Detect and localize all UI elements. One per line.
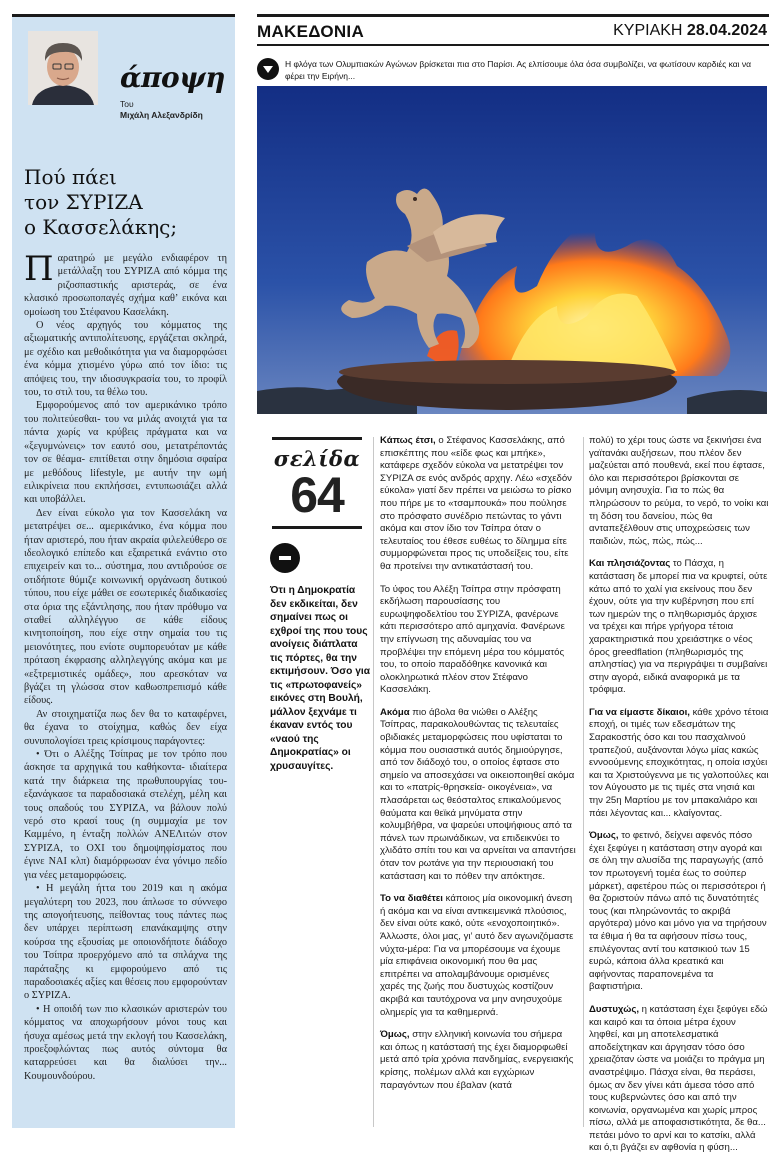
caption-text: Η φλόγα των Ολυμπιακών Αγώνων βρίσκεται πια στο Παρίσι. Ας ελπίσουμε όλα όσα συμβολίζει, να φωτίσουν καρδιές και να φέρει την Ειρήνη... [285,59,752,81]
opinion-title [12,117,235,240]
opinion-label: άποψη [120,61,225,94]
drop-cap: Π [24,249,54,289]
opinion-paragraph: Παρατηρώ με μεγάλο ενδιαφέρον τη μετάλλαξη του ΣΥΡΙΖΑ από κόμμα της ριζοσπαστικής αριστεράς, σε ένα κλασικό προσωποπαγές σχήμα καθ’ εικόνα και ομοίωση του Στέφανου Κασελάκη. [24,249,227,318]
opinion-bullet: • Η μεγάλη ήττα του 2019 και η ακόμα μεγαλύτερη του 2023, που άπλωσε το σύννεφο της απογοήτευσης, πείθοντας τους πάντες πως δεν υπάρχει περίπτωση επανάκαμψης στην κούρσα της εξουσίας με οποιονδήποτε διάδοχο του Τσίπρα προερχόμενο από τα σπλάχνα της παράταξης κι εμφορούμενο από τις παραδοσιακές αξίες και θέσεις που εμφορούνταν ο ΣΥΡΙΖΑ. [24,883,227,1002]
opinion-body [12,240,235,1083]
title-line: ο Κασσελάκης; [24,215,178,239]
issue-day: ΚΥΡΙΑΚΗ [613,22,683,39]
issue-date-value: 28.04.2024 [686,22,767,39]
page-number: 64 [290,467,344,523]
byline-prefix: Του [120,99,134,109]
column-rule [583,437,584,1127]
article-paragraph: Το να διαθέτει κάποιος μία οικονομική άνεση ή ακόμα και να είναι αντικειμενικά πλούσιος, δεν είναι ούτε κακό, ούτε «ενοχοποιητικό». Άλλωστε, όλοι μας, γι’ αυτό δεν αγωνιζόμαστε νύχτα-μέρα: Για να μπορέσουμε να έχουμε μία επιφάνεια οικονομική που θα μας επιτρέπει να απολαμβάνουμε ορισμένες χαρές της ζωής που δυστυχώς κοστίζουν ακριβά και ταυτόχρονα να μην ανησυχούμε ολημερίς για τα καθημερινά. [380,893,574,1018]
olympic-flame-photo [257,86,767,414]
article-paragraph: Δυστυχώς, η κατάσταση έχει ξεφύγει εδώ και καιρό και τα όποια μέτρα έχουν ληφθεί, και μη αποτελεσματικά αποδείχτηκαν και άργησαν τόσο όσο χρειαζόταν ώστε να μοιάζει το πράγμα μη αναστρέψιμο. Πάσχα είναι, θα περάσει, όμως αν δεν γίνει κάτι άμεσα τόσο από τους κυβερνώντες όσο και από την κοινωνία, οργανωμένα και χωρίς μπρος πίσω, αλλά με αποφασιστικότητα, δε θα... πετάει μόνο το αρνί και το κατσίκι, αλλά και ό,τι βγάζει εν αφθονία η φύση... [589,1003,768,1154]
article-paragraph: Και πλησιάζοντας το Πάσχα, η κατάσταση δε μπορεί πια να κρυφτεί, ούτε κάτω από το χαλί για εκείνους που δεν έχουν, ούτε για την κυβέρνηση που επί των ημερών της ο πληθωρισμός άρχισε να τρέχει και πήρε γρήγορα τέτοια χαρακτηριστικά που χρειάστηκε ο νέος όρος greedflation (πληθωρισμός της απληστίας) για να περιγράψει τι συμβαίνει στην αγορά, ειδικά αναφορικά με τα τρόφιμα. [589,558,768,696]
article-paragraph: πολύ) το χέρι τους ώστε να ξεκινήσει ένα γαϊτανάκι αυξήσεων, που πλέον δεν μαζεύεται από πουθενά, εκεί που έφτασε, όλο και περισσότεροι βρίσκονται σε μόνιμη ανησυχία. Για το πώς θα πληρώσουν το ρεύμα, το νερό, το νοίκι και τη δόση του δανείου, πώς θα ανταπεξέλθουν στις υποχρεώσεις των παιδιών, πώς, πώς, πώς... [589,435,769,547]
article-paragraph: Ακόμα πιο άβολα θα νιώθει ο Αλέξης Τσίπρας, παρακολουθώντας τις τελευταίες οβιδιακές μεταμορφώσεις που υφίσταται το κόμμα που ουσιαστικά αυτός δημιούργησε, από τον διάδοχό του, ο οποίος έφτασε στο σημείο να αποσεχάσει να οικειοποιηθεί ακόμα και το «πατρίς-θρησκεία- οικογένεια», να πλασάρεται ως θεόσταλτος επικαλούμενος θαύματα και θεϊκά μηνύματα στην κολυμβήθρα, να ψαρεύει υποψήφιους από τα πάνελ των πρωινάδικων, να επιδεικνύει το χλιδάτο σπίτι του και να αρνείται να απαντήσει όταν τον ρωτάνε για την περιουσιακή του κατάσταση και το πόθεν την απόκτησε. [380,706,576,882]
header-rule [257,44,769,46]
opinion-bullet: • Ότι ο Αλέξης Τσίπρας με τον τρόπο που άσκησε τα αρχηγικά του καθήκοντα- ιδιαίτερα κατά την διάρκεια της πρωθυπουργίας του- εξανάγκασε τα παραδοσιακά στελέχη, μέλη και τους οπαδούς του ΣΥΡΙΖΑ, να βάλουν πολύ νερό στο κρασί τους (η συμμαχία με τον Καμμένο, η ένταξη πολλών ΑΝΕΛιτών στον ΣΥΡΙΖΑ, το ΟΧΙ του δημοψηφίσματος που έγινε ΝΑΙ κλπ) διαμόρφωσαν ένα γόνιμο πεδίο για νέες μεταμορφώσεις. [24,749,227,881]
author-photo [28,31,98,105]
minus-icon [270,543,300,573]
page-header [257,14,769,44]
title-line: Πού πάει [24,165,117,189]
page-word: σελίδα [273,446,361,471]
article-paragraph: Κάπως έτσι, ο Στέφανος Κασσελάκης, από επισκέπτης που «είδε φως και μπήκε», κατάφερε σχεδόν εύκολα να μετατρέψει τον ΣΥΡΙΖΑ σε ενός ανδρός αρχηγ. Λέω «σχεδόν εύκολα» γιατί δεν πρέπει να μειώσω το ρίσκο που πήρε με το «τσαμπουκά» που πούλησε στο πρόσφατο συνέδριο πετώντας το γάντι ακόμα και στον ίδιο τον Τσίπρα όταν ο τελευταίος του έθεσε ευθέως το δίλημμα είτε συμμορφώνεται προς τις υποδείξεις του, είτε θα προτείνει την αντικατάστασή του. [380,435,572,572]
article-column-mid [380,435,576,1102]
opinion-paragraph: Δεν είναι εύκολο για τον Κασσελάκη να μετατρέψει σε... αμερικάνικο, ένα κόμμα που ήταν αριστερό, που ήταν ακραία φιλελεύθερο σε ιδεολογικό επίπεδο και εξαιρετικά ενάντιο στο επιχειρείν και το... σύστημα, που αντιδρούσε σε οτιδήποτε θύμιζε κοινωνική οργάνωση δυτικού τύπου, που είχε μάθει σε εσωτερικές διαδικασίες στα όρια της εξάντλησης, που ήταν πρόθυμο να σταθεί αλληλέγγυο σε κάθε είδους κινητοποίηση, που είχε στην σημαία του τις μειονότητες, που ενίοτε συμπορευόταν με κάθε πρόταση έκφρασης αλληλεγγύης ακόμα και με «εξτρεμιστικές ομάδες», που αρεσκόταν να βγάζει τη γλώσσα στον καθωσπρεπισμό κάθε είδους. [24,507,227,707]
opinion-paragraph: Εμφορούμενος από τον αμερικάνικο τρόπο του πολιτεύεσθαι- του να μιλάς ανοιχτά για τα πάντα χωρίς να κρύβεις πράγματα και να «ξεγυμνώνεις» τον εαυτό σου, μετατρέποντάς τον σε θέαμα- επιτίθεται στην δημόσια σφαίρα με μεθόδους lifestyle, με αυτήν την ωμή ειλικρίνεια που εκπλήσσει, εντυπωσιάζει αλλά και υποβάλλει. [24,400,227,506]
article-column-right [589,435,769,1165]
opinion-paragraph: Αν στοιχηματίζα πως δεν θα το καταφέρνει, θα έχανα το στοίχημα, καθώς δεν είχα συνυπολογίσει τρεις κρίσιμους παράγοντες: [24,708,227,747]
photo-caption [257,58,769,82]
opinion-header [12,17,235,120]
author-byline [120,99,203,121]
article-paragraph: Όμως, το φετινό, δείχνει αφενός πόσο έχει ξεφύγει η κατάσταση στην αγορά και σε όλη την αλυσίδα της παραγωγής (από τον πρωτογενή τομέα έως το σούπερ μάρκετ), αφετέρου πώς οι περισσότεροι ή θα ζοριστούν πάνω από τις δυνατότητές τους (και πληρώνοντάς το ακριβά αργότερα) μόνο και μόνο για να τηρήσουν τα έθιμα ή θα τα αφήσουν πίσω τους, επιλέγοντας αντί του κατσικιού των 15 ευρώ, κάποια άλλα κρεατικά και αφήνοντας παραπονεμένα τα βαφτιστήρια. [589,830,767,993]
opinion-bullet: • Η οποιδή των πιο κλασικών αριστερών του κόμματος να αποχωρήσουν μόνοι τους και ήσυχα αμέσως μετά την εκλογή του Κασσελάκη, προεξοφλώντας πως αυτός σύντομα θα καταρρεύσει και θα διαλύσει την... Κουμουνδούρου. [24,1003,227,1082]
issue-date [613,22,767,40]
opinion-column [12,14,235,1128]
page-reference-box [272,437,362,529]
article-paragraph: Το ύφος του Αλέξη Τσίπρα στην πρόσφατη εκδήλωση παρουσίασης του ευρωψηφοδελτίου του ΣΥΡΙΖΑ, φανέρωνε κάτι περισσότερο από αμηχανία. Φανέρωνε την επίγνωση της αδυναμίας του να προβλέψει την επόμενη μέρα του κόμματός του, το οποίο παραδόθηκε κανονικά και ολοκληρωτικά πλέον στον Στέφανο Κασσελάκη. [380,583,565,696]
opinion-paragraph: Ο νέος αρχηγός του κόμματος της αξιωματικής αντιπολίτευσης, εργάζεται σκληρά, με σχέδιο και μεθοδικότητα για να διαμορφώσει ένα κόμμα χτισμένο γύρω από τον ίδιο: τις απόψεις του, την ιδιοσυγκρασία του, το προφίλ του, το στιλ του, τα θέλω του. [24,320,227,399]
section-name: ΜΑΚΕΔΟΝΙΑ [257,22,365,41]
article-paragraph: Όμως, στην ελληνική κοινωνία του σήμερα και όπως η κατάστασή της έχει διαμορφωθεί μετά από τρία χρόνια πανδημίας, ενεργειακής κρίσης, πολέμων αλλά και εγχώριων παραγόντων που έβαλαν (κατά [380,1029,574,1091]
title-line: τον ΣΥΡΙΖΑ [24,190,143,214]
caption-triangle-icon [257,58,279,80]
pull-quote: Ότι η Δημοκρατία δεν εκδικείται, δεν σημαίνει πως οι εχθροί της που τους ανοίγεις διάπλατα τις πόρτες, θα την εκτιμήσουν. Όσο για τις «πρωτοφανείς» εικόνες στη Βουλή, μάλλον ξεχνάμε τι έκαναν εντός του «ναού της Δημοκρατίας» οι χρυσαυγίτες. [270,585,370,772]
author-name: Μιχάλη Αλεξανδρίδη [120,110,203,120]
article-paragraph: Για να είμαστε δίκαιοι, κάθε χρόνο τέτοια εποχή, οι τιμές των εδεσμάτων της Σαρακοστής όσο και του πασχαλινού τραπεζιού, αυξάνονται λόγω μίας κακώς εννοούμενης εποχικότητας, η οποία ισχύει και τα Χριστούγεννα με τις γαλοπούλες και τον Αύγουστο με τις τιμές στα νησιά και την 25η Μαρτίου με τον μπακαλιάρο και πάει λέγοντας και... κλαίγοντας. [589,706,769,819]
column-rule [373,437,374,1127]
